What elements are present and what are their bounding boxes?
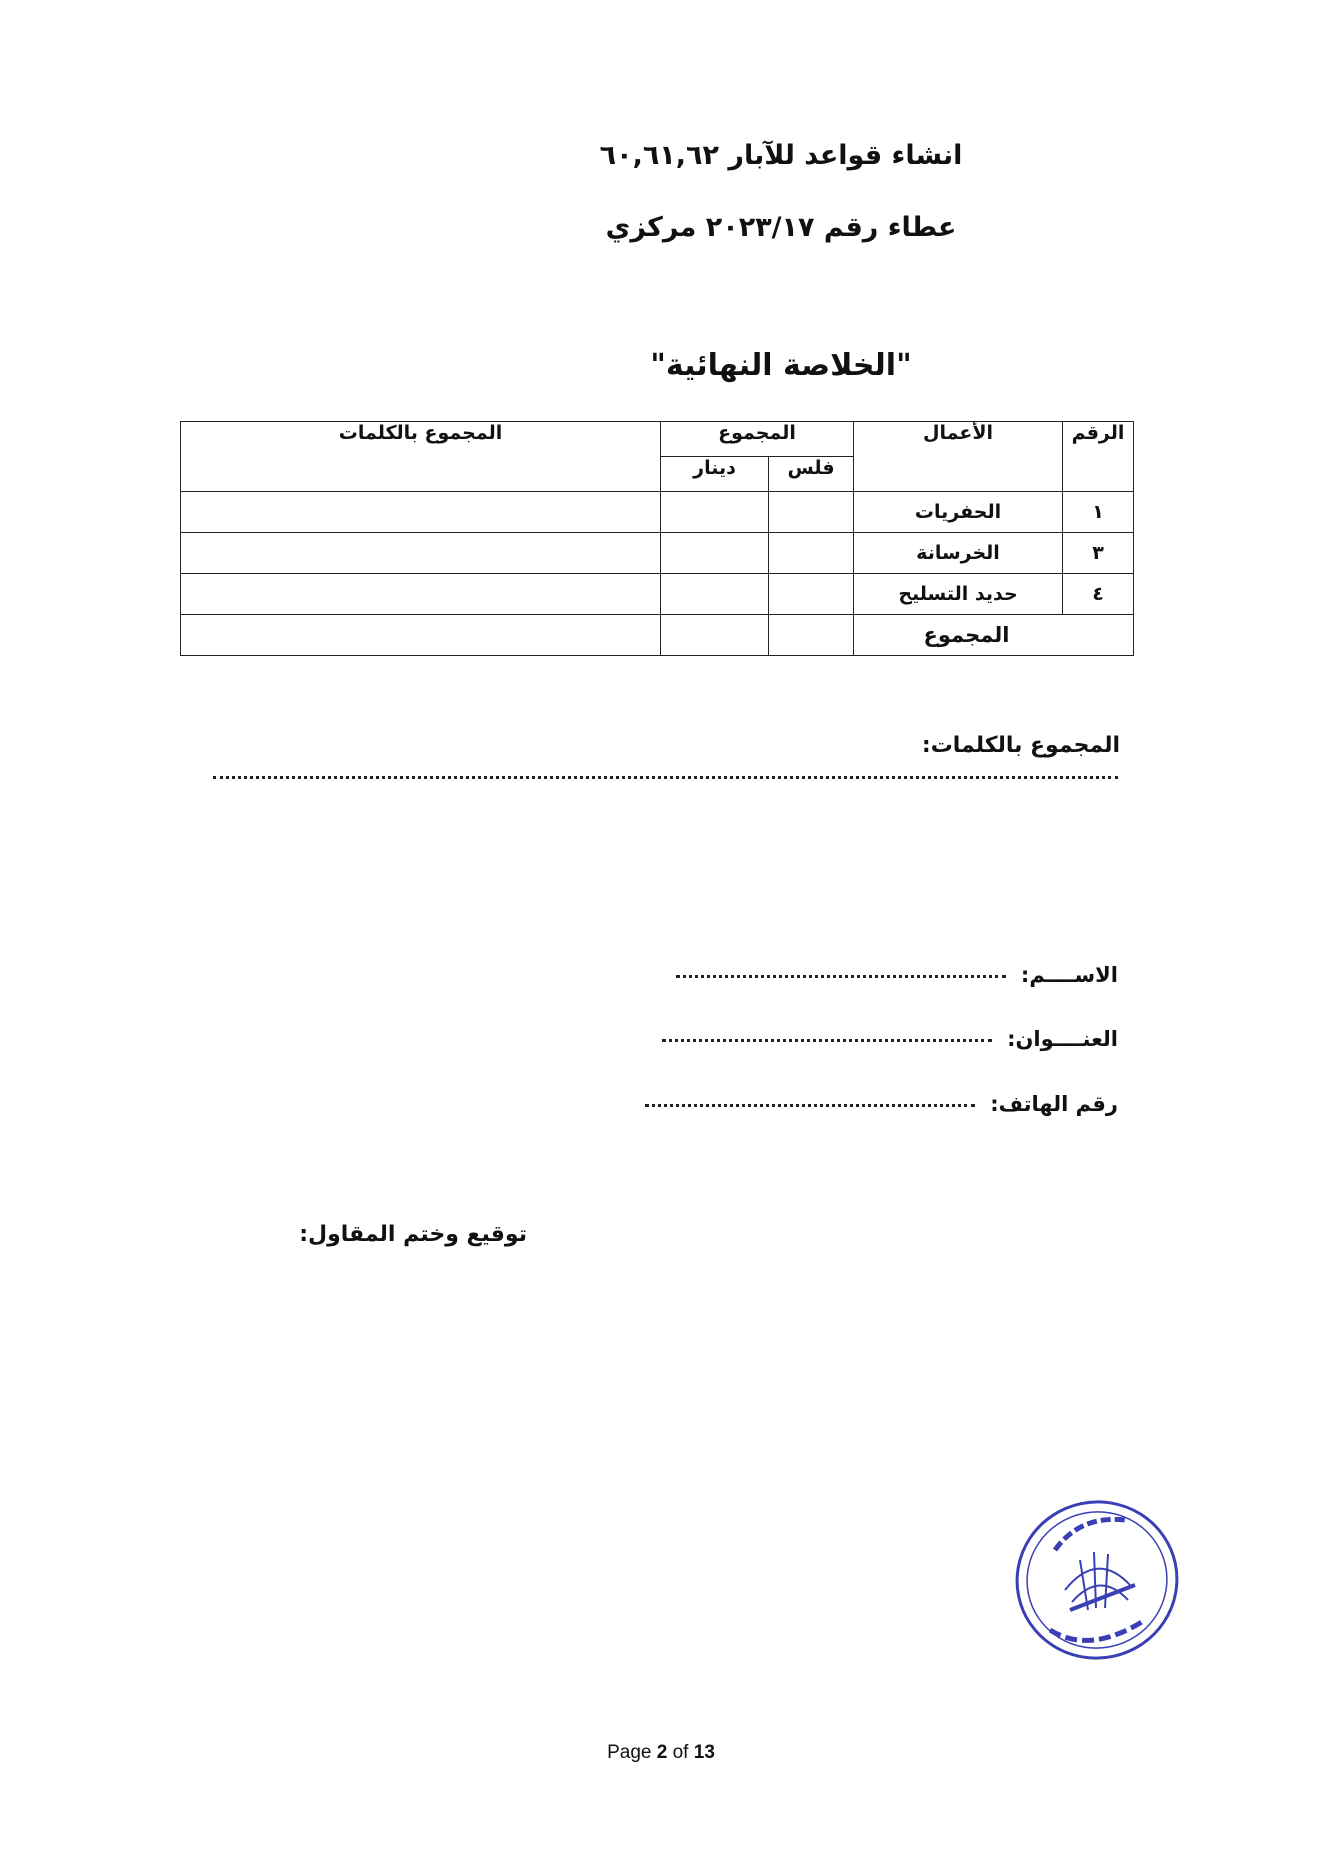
name-field bbox=[676, 963, 1118, 987]
row-words-cell[interactable] bbox=[181, 574, 661, 615]
page-total: 13 bbox=[693, 1742, 715, 1763]
total-label: المجموع bbox=[854, 615, 1134, 656]
phone-field bbox=[645, 1092, 1118, 1116]
name-label: الاســــم: bbox=[1020, 963, 1118, 987]
page-of: of bbox=[672, 1742, 689, 1763]
row-number: ٣ bbox=[1063, 533, 1134, 574]
table-row bbox=[181, 492, 1134, 533]
phone-line[interactable] bbox=[645, 1104, 975, 1107]
total-words-cell[interactable] bbox=[181, 615, 661, 656]
table-row bbox=[181, 533, 1134, 574]
summary-table bbox=[180, 421, 1134, 656]
row-fils-cell[interactable] bbox=[769, 533, 854, 574]
page-current: 2 bbox=[656, 1742, 668, 1763]
name-line[interactable] bbox=[676, 975, 1006, 978]
phone-label: رقم الهاتف: bbox=[990, 1092, 1118, 1116]
row-number: ٤ bbox=[1063, 574, 1134, 615]
row-work: الحفريات bbox=[854, 492, 1063, 533]
document-title: انشاء قواعد للآبار ٦٠,٦١,٦٢ bbox=[599, 140, 963, 171]
row-dinar-cell[interactable] bbox=[661, 533, 769, 574]
row-dinar-cell[interactable] bbox=[661, 492, 769, 533]
total-words-label: المجموع بالكلمات: bbox=[921, 733, 1120, 758]
address-line[interactable] bbox=[662, 1039, 992, 1042]
header-fils: فلس bbox=[769, 457, 854, 492]
company-stamp-icon bbox=[1010, 1490, 1185, 1665]
row-dinar-cell[interactable] bbox=[661, 574, 769, 615]
header-works: الأعمال bbox=[854, 422, 1063, 492]
row-number: ١ bbox=[1063, 492, 1134, 533]
tender-number: عطاء رقم ٢٠٢٣/١٧ مركزي bbox=[605, 212, 957, 243]
page-number bbox=[0, 1742, 1322, 1764]
total-words-line[interactable] bbox=[213, 776, 1118, 779]
row-words-cell[interactable] bbox=[181, 533, 661, 574]
total-fils-cell[interactable] bbox=[769, 615, 854, 656]
signature-label: توقيع وختم المقاول: bbox=[299, 1222, 527, 1247]
page-prefix: Page bbox=[607, 1742, 652, 1763]
header-total: المجموع bbox=[661, 422, 854, 457]
header-number: الرقم bbox=[1063, 422, 1134, 492]
header-dinar: دينار bbox=[661, 457, 769, 492]
row-fils-cell[interactable] bbox=[769, 574, 854, 615]
row-work: الخرسانة bbox=[854, 533, 1063, 574]
header-total-words: المجموع بالكلمات bbox=[181, 422, 661, 492]
address-label: العنــــوان: bbox=[1007, 1027, 1118, 1051]
total-row bbox=[181, 615, 1134, 656]
summary-title: "الخلاصة النهائية" bbox=[650, 348, 912, 383]
table-row bbox=[181, 574, 1134, 615]
total-dinar-cell[interactable] bbox=[661, 615, 769, 656]
row-work: حديد التسليح bbox=[854, 574, 1063, 615]
row-words-cell[interactable] bbox=[181, 492, 661, 533]
table-header-row bbox=[181, 422, 1134, 457]
address-field bbox=[662, 1027, 1118, 1051]
row-fils-cell[interactable] bbox=[769, 492, 854, 533]
